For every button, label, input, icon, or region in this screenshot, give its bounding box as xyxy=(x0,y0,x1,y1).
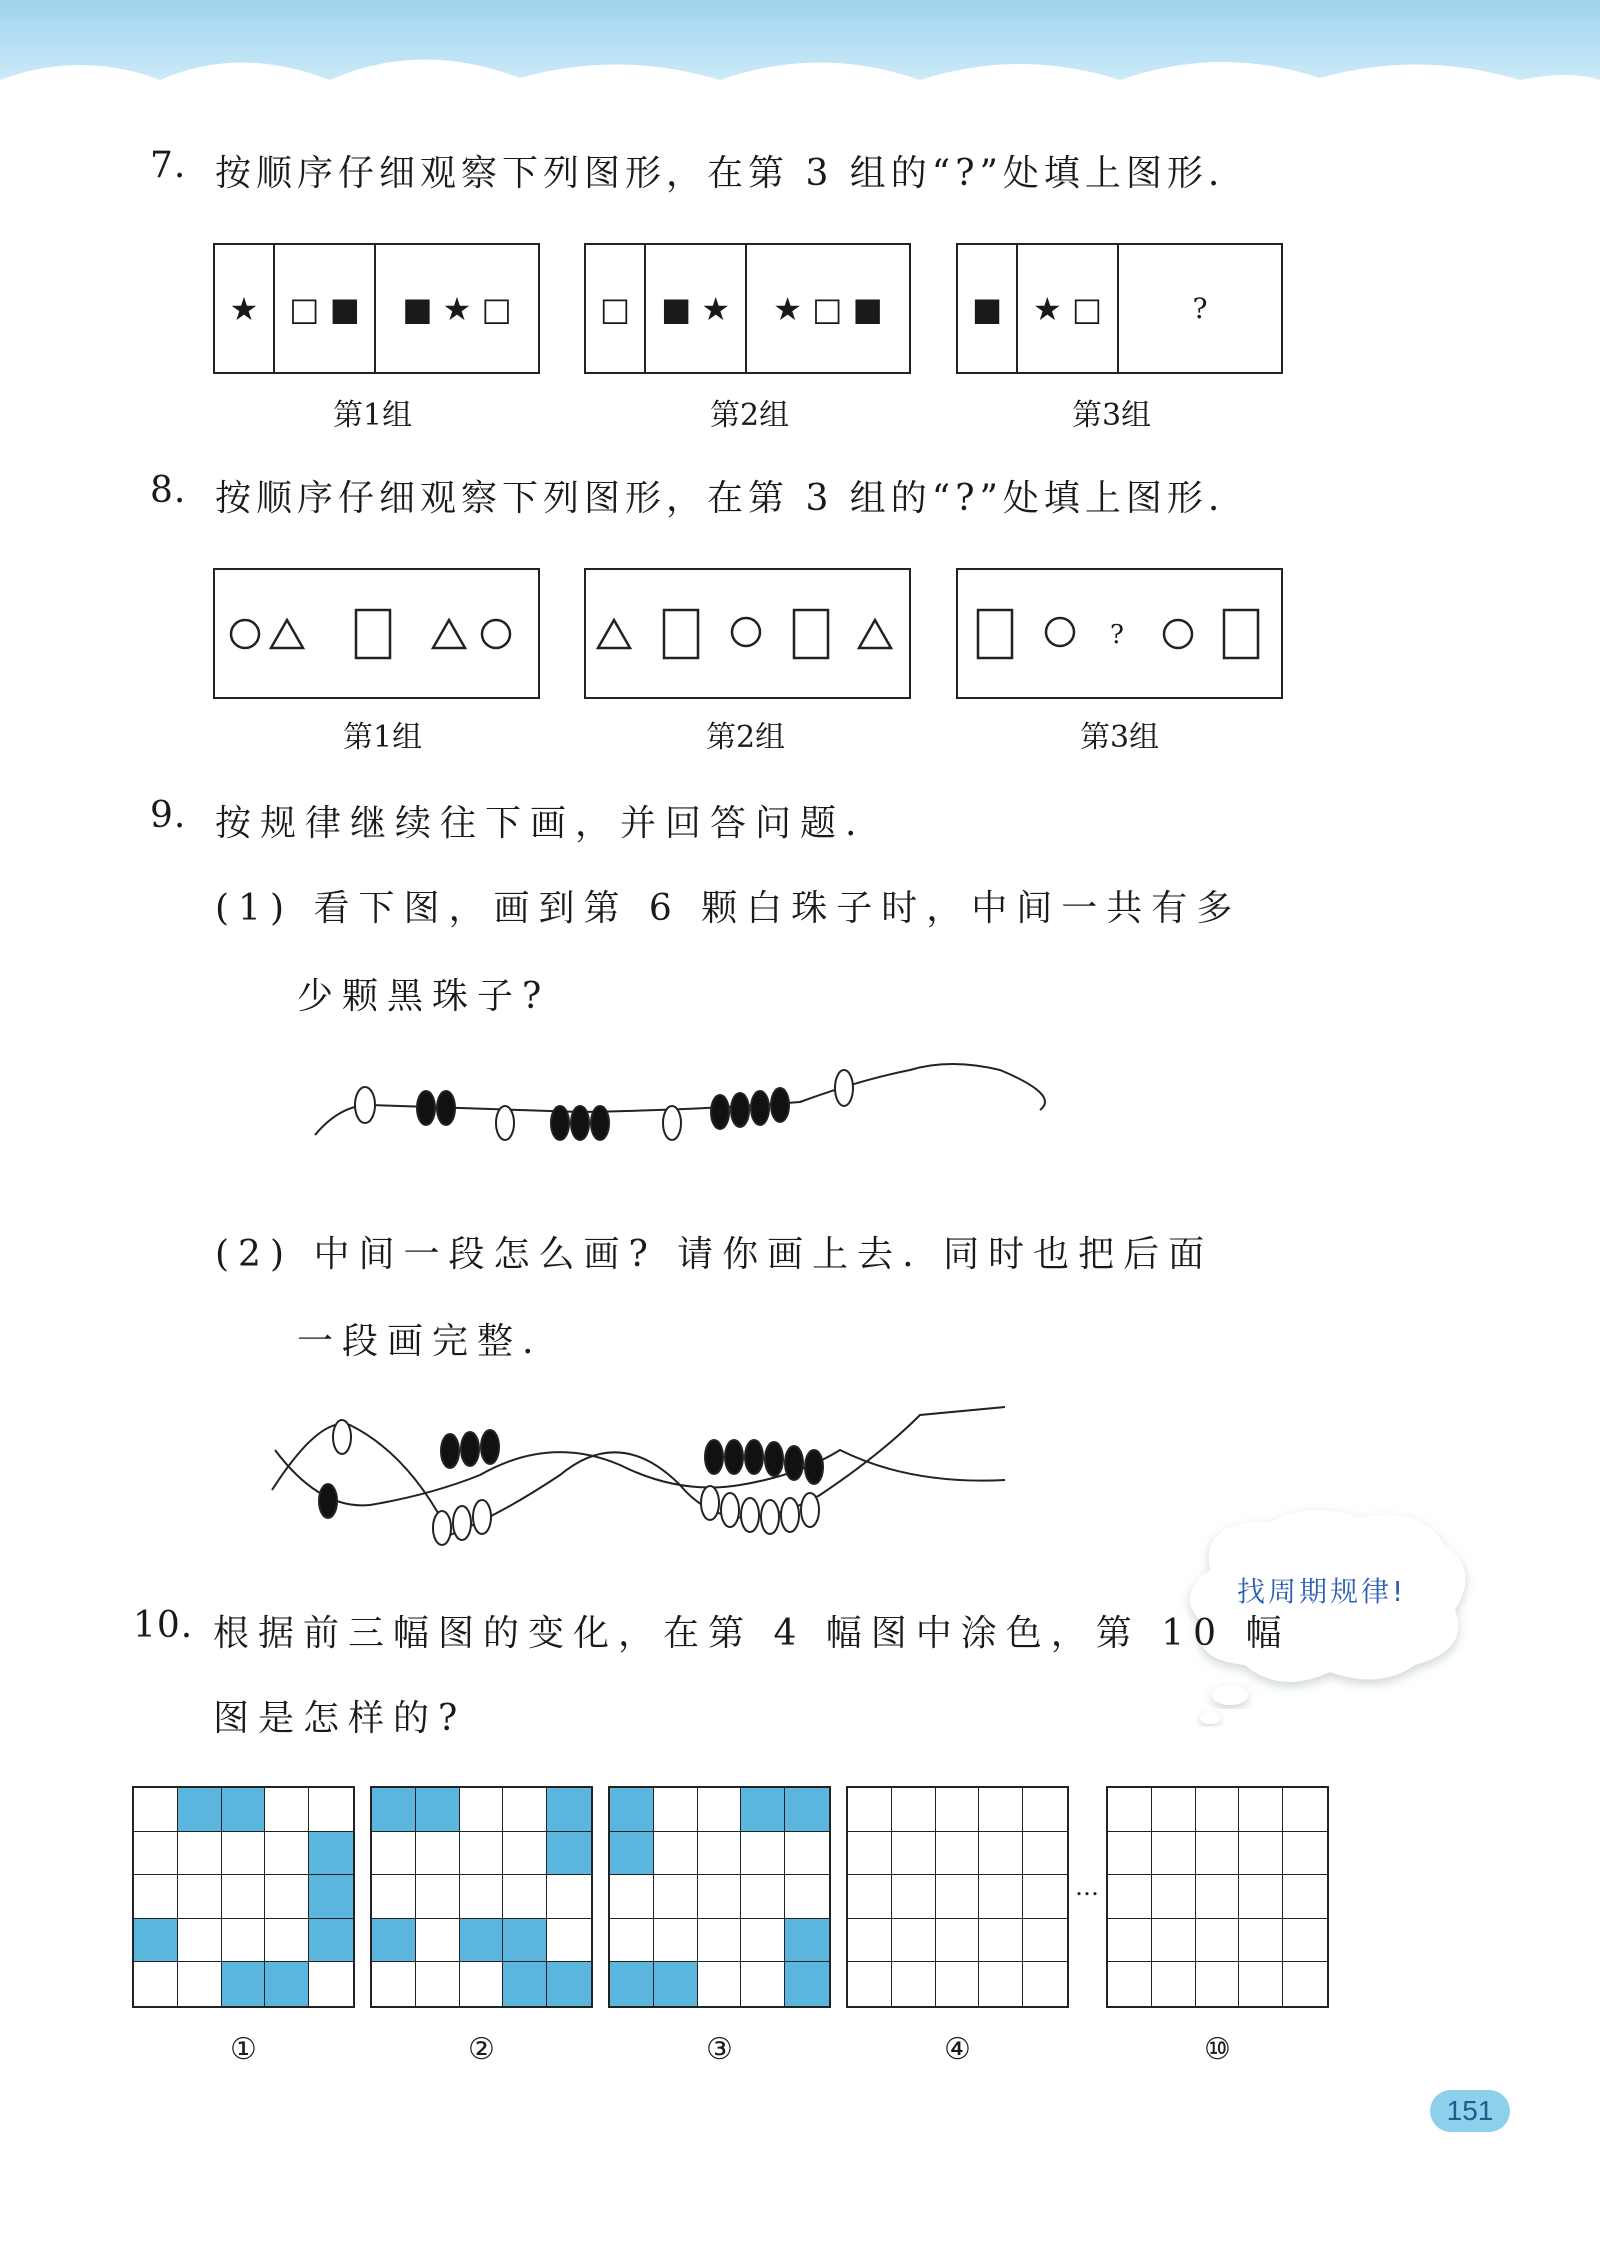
grid-cell xyxy=(372,1832,416,1876)
q9-part1-line1: (1) 看下图，画到第 6 颗白珠子时，中间一共有多 xyxy=(215,888,1242,929)
grid-cell xyxy=(134,1962,178,2006)
grid-cell xyxy=(610,1832,654,1876)
grid-cell[interactable] xyxy=(892,1875,936,1919)
q8-number: 8. xyxy=(150,470,187,511)
grid-cell[interactable] xyxy=(1196,1962,1240,2006)
grid-cell[interactable] xyxy=(1023,1919,1067,1963)
grid-cell xyxy=(178,1919,222,1963)
q8-group3-label: 第3组 xyxy=(1080,720,1160,755)
white-bead xyxy=(741,1498,759,1532)
white-bead xyxy=(333,1420,351,1454)
grid-cell[interactable] xyxy=(936,1788,980,1832)
grid-1-label: ① xyxy=(230,2032,257,2067)
grid-cell xyxy=(222,1875,266,1919)
grid-cell[interactable] xyxy=(892,1832,936,1876)
grid-cell[interactable] xyxy=(1152,1962,1196,2006)
grid-cell xyxy=(547,1875,591,1919)
grid-cell[interactable] xyxy=(1152,1832,1196,1876)
q10-number: 10. xyxy=(133,1605,194,1646)
q7-g2-cell2: ■ ★ xyxy=(644,245,745,372)
grid-cell xyxy=(547,1788,591,1832)
black-bead xyxy=(711,1095,729,1129)
grid-cell[interactable] xyxy=(1108,1788,1152,1832)
grid-cell[interactable] xyxy=(1108,1832,1152,1876)
black-bead xyxy=(571,1106,589,1140)
grid-cell[interactable] xyxy=(892,1788,936,1832)
grid-cell xyxy=(503,1832,547,1876)
grid-cell xyxy=(698,1788,742,1832)
grid-cell xyxy=(610,1962,654,2006)
grid-cell xyxy=(309,1832,353,1876)
grid-cell xyxy=(265,1832,309,1876)
grid-cell xyxy=(372,1919,416,1963)
white-bead xyxy=(835,1070,853,1106)
grid-cell xyxy=(265,1875,309,1919)
grid-cell xyxy=(698,1919,742,1963)
q7-text: 按顺序仔细观察下列图形，在第 3 组的“?”处填上图形. xyxy=(215,153,1225,194)
grid-cell[interactable] xyxy=(1239,1962,1283,2006)
grid-cell xyxy=(265,1788,309,1832)
grid-cell xyxy=(741,1919,785,1963)
grid-cell xyxy=(372,1788,416,1832)
grid-cell[interactable] xyxy=(1152,1788,1196,1832)
q8-group1-box xyxy=(213,568,540,699)
grid-cell[interactable] xyxy=(1152,1875,1196,1919)
black-bead xyxy=(319,1484,337,1518)
grid-cell xyxy=(547,1962,591,2006)
q7-g1-cell1: ★ xyxy=(229,289,259,328)
grid-cell xyxy=(741,1788,785,1832)
black-bead xyxy=(785,1446,803,1480)
white-bead xyxy=(801,1493,819,1527)
ellipsis: … xyxy=(1075,1873,1099,1901)
grid-cell xyxy=(134,1875,178,1919)
bead-string-1 xyxy=(300,1050,1060,1160)
grid-cell xyxy=(309,1875,353,1919)
grid-cell xyxy=(178,1832,222,1876)
grid-cell[interactable] xyxy=(979,1962,1023,2006)
q8-group1-label: 第1组 xyxy=(343,720,423,755)
white-bead xyxy=(433,1511,451,1545)
grid-cell xyxy=(785,1788,829,1832)
grid-cell xyxy=(610,1788,654,1832)
black-bead xyxy=(805,1450,823,1484)
grid-cell xyxy=(460,1832,504,1876)
grid-cell xyxy=(372,1875,416,1919)
white-bead xyxy=(355,1087,375,1123)
grid-cell xyxy=(134,1788,178,1832)
black-bead xyxy=(441,1434,459,1468)
q8-question-mark[interactable]: ? xyxy=(1110,620,1124,650)
q9-part2-line2: 一段画完整. xyxy=(297,1321,543,1362)
grid-cell xyxy=(785,1962,829,2006)
white-bead xyxy=(453,1506,471,1540)
grid-cell xyxy=(698,1962,742,2006)
page-number: 151 xyxy=(1430,2090,1510,2132)
q7-group2-box xyxy=(584,243,911,374)
grid-cell[interactable] xyxy=(1196,1788,1240,1832)
bead-string-2 xyxy=(260,1395,1020,1570)
grid-cell xyxy=(698,1875,742,1919)
grid-cell xyxy=(460,1919,504,1963)
grid-cell[interactable] xyxy=(936,1875,980,1919)
bubble-text: 找周期规律! xyxy=(1237,1575,1407,1608)
grid-cell xyxy=(265,1962,309,2006)
grid-cell[interactable] xyxy=(1023,1788,1067,1832)
black-bead xyxy=(765,1442,783,1476)
grid-cell[interactable] xyxy=(1239,1788,1283,1832)
grid-cell xyxy=(503,1919,547,1963)
grid-2-label: ② xyxy=(468,2032,495,2067)
black-bead xyxy=(745,1440,763,1474)
grid-4[interactable] xyxy=(846,1786,1069,2008)
grid-cell xyxy=(222,1962,266,2006)
grid-cell xyxy=(178,1875,222,1919)
grid-cell[interactable] xyxy=(936,1832,980,1876)
black-bead xyxy=(591,1106,609,1140)
grid-cell[interactable] xyxy=(848,1962,892,2006)
black-bead xyxy=(725,1440,743,1474)
grid-cell xyxy=(654,1875,698,1919)
grid-cell[interactable] xyxy=(1283,1788,1327,1832)
grid-4-label: ④ xyxy=(944,2032,971,2067)
white-bead xyxy=(781,1498,799,1532)
q7-group1-box xyxy=(213,243,540,374)
grid-cell[interactable] xyxy=(1239,1832,1283,1876)
q7-g2-cell3: ★ □ ■ xyxy=(745,245,909,372)
grid-3-label: ③ xyxy=(706,2032,733,2067)
grid-cell xyxy=(503,1788,547,1832)
black-bead xyxy=(551,1106,569,1140)
grid-cell xyxy=(460,1962,504,2006)
black-bead xyxy=(705,1440,723,1474)
grid-cell xyxy=(416,1875,460,1919)
grid-cell[interactable] xyxy=(1283,1875,1327,1919)
grid-cell xyxy=(698,1832,742,1876)
grid-cell[interactable] xyxy=(1196,1919,1240,1963)
grid-cell xyxy=(547,1832,591,1876)
grid-cell xyxy=(654,1962,698,2006)
q7-group3-box xyxy=(956,243,1283,374)
grid-cell xyxy=(134,1919,178,1963)
black-bead xyxy=(417,1091,435,1125)
grid-cell[interactable] xyxy=(936,1962,980,2006)
grid-cell[interactable] xyxy=(1283,1962,1327,2006)
cloud-decoration xyxy=(0,40,1600,150)
black-bead xyxy=(751,1091,769,1125)
q7-g2-cell1: □ xyxy=(599,289,631,328)
grid-cell xyxy=(654,1832,698,1876)
black-bead xyxy=(481,1430,499,1464)
grid-cell xyxy=(222,1788,266,1832)
grid-cell xyxy=(610,1875,654,1919)
grid-cell xyxy=(503,1875,547,1919)
grid-cell[interactable] xyxy=(1283,1832,1327,1876)
q8-group2-label: 第2组 xyxy=(706,720,786,755)
grid-cell[interactable] xyxy=(1239,1875,1283,1919)
grid-cell xyxy=(785,1919,829,1963)
grid-cell[interactable] xyxy=(1196,1875,1240,1919)
grid-cell xyxy=(610,1919,654,1963)
grid-cell xyxy=(460,1788,504,1832)
grid-cell[interactable] xyxy=(848,1832,892,1876)
q8-group2-box xyxy=(584,568,911,699)
q9-part1-line2: 少颗黑珠子? xyxy=(297,976,551,1017)
grid-cell xyxy=(222,1832,266,1876)
q7-group3-label: 第3组 xyxy=(1072,398,1152,433)
white-bead xyxy=(701,1486,719,1520)
grid-cell xyxy=(416,1788,460,1832)
q7-g3-cell1: ■ xyxy=(971,289,1003,328)
grid-cell[interactable] xyxy=(892,1919,936,1963)
grid-cell xyxy=(654,1919,698,1963)
q7-group1-label: 第1组 xyxy=(333,398,413,433)
grid-cell[interactable] xyxy=(979,1919,1023,1963)
grid-cell xyxy=(416,1919,460,1963)
white-bead xyxy=(496,1106,514,1140)
white-bead xyxy=(721,1493,739,1527)
grid-cell xyxy=(178,1788,222,1832)
grid-cell xyxy=(785,1875,829,1919)
black-bead xyxy=(731,1093,749,1127)
q7-g1-cell2: □ ■ xyxy=(273,245,374,372)
grid-cell xyxy=(416,1832,460,1876)
white-bead xyxy=(473,1500,491,1534)
grid-cell[interactable] xyxy=(979,1788,1023,1832)
grid-cell xyxy=(741,1875,785,1919)
black-bead xyxy=(437,1091,455,1125)
grid-cell[interactable] xyxy=(848,1788,892,1832)
q7-g3-question-cell[interactable]: ? xyxy=(1117,245,1281,372)
q7-g3-cell2: ★ □ xyxy=(1016,245,1117,372)
grid-10[interactable] xyxy=(1106,1786,1329,2008)
grid-2 xyxy=(370,1786,593,2008)
q7-number: 7. xyxy=(150,145,187,186)
grid-cell[interactable] xyxy=(979,1875,1023,1919)
grid-cell[interactable] xyxy=(1023,1962,1067,2006)
grid-cell xyxy=(503,1962,547,2006)
grid-cell xyxy=(134,1832,178,1876)
grid-cell xyxy=(265,1919,309,1963)
grid-cell xyxy=(741,1832,785,1876)
grid-cell xyxy=(309,1919,353,1963)
grid-cell xyxy=(309,1788,353,1832)
white-bead xyxy=(663,1106,681,1140)
q10-text-line2: 图是怎样的? xyxy=(213,1698,467,1739)
grid-cell[interactable] xyxy=(1283,1919,1327,1963)
black-bead xyxy=(461,1432,479,1466)
grid-cell xyxy=(460,1875,504,1919)
q7-g1-cell3: ■ ★ □ xyxy=(374,245,538,372)
grid-cell[interactable] xyxy=(892,1962,936,2006)
grid-cell[interactable] xyxy=(1108,1919,1152,1963)
grid-cell[interactable] xyxy=(1108,1962,1152,2006)
grid-cell xyxy=(785,1832,829,1876)
grid-3 xyxy=(608,1786,831,2008)
white-bead xyxy=(761,1500,779,1534)
grid-cell[interactable] xyxy=(1152,1919,1196,1963)
grid-cell[interactable] xyxy=(979,1832,1023,1876)
q9-text: 按规律继续往下画，并回答问题. xyxy=(215,803,866,844)
grid-cell[interactable] xyxy=(848,1875,892,1919)
grid-cell[interactable] xyxy=(1239,1919,1283,1963)
grid-10-label: ⑩ xyxy=(1204,2032,1231,2067)
grid-cell xyxy=(222,1919,266,1963)
grid-cell[interactable] xyxy=(1196,1832,1240,1876)
q8-text: 按顺序仔细观察下列图形，在第 3 组的“?”处填上图形. xyxy=(215,478,1225,519)
grid-cell xyxy=(547,1919,591,1963)
grid-cell[interactable] xyxy=(848,1919,892,1963)
q7-group2-label: 第2组 xyxy=(710,398,790,433)
q9-part2-line1: (2) 中间一段怎么画? 请你画上去. 同时也把后面 xyxy=(215,1234,1214,1275)
grid-cell xyxy=(178,1962,222,2006)
q9-number: 9. xyxy=(150,795,187,836)
grid-cell[interactable] xyxy=(1023,1875,1067,1919)
grid-cell[interactable] xyxy=(1023,1832,1067,1876)
grid-cell xyxy=(741,1962,785,2006)
grid-cell[interactable] xyxy=(1108,1875,1152,1919)
grid-cell xyxy=(309,1962,353,2006)
grid-cell xyxy=(372,1962,416,2006)
grid-cell[interactable] xyxy=(936,1919,980,1963)
grid-1 xyxy=(132,1786,355,2008)
grid-cell xyxy=(654,1788,698,1832)
black-bead xyxy=(771,1088,789,1122)
q10-text-line1: 根据前三幅图的变化，在第 4 幅图中涂色，第 10 幅 xyxy=(213,1613,1291,1654)
grid-cell xyxy=(416,1962,460,2006)
